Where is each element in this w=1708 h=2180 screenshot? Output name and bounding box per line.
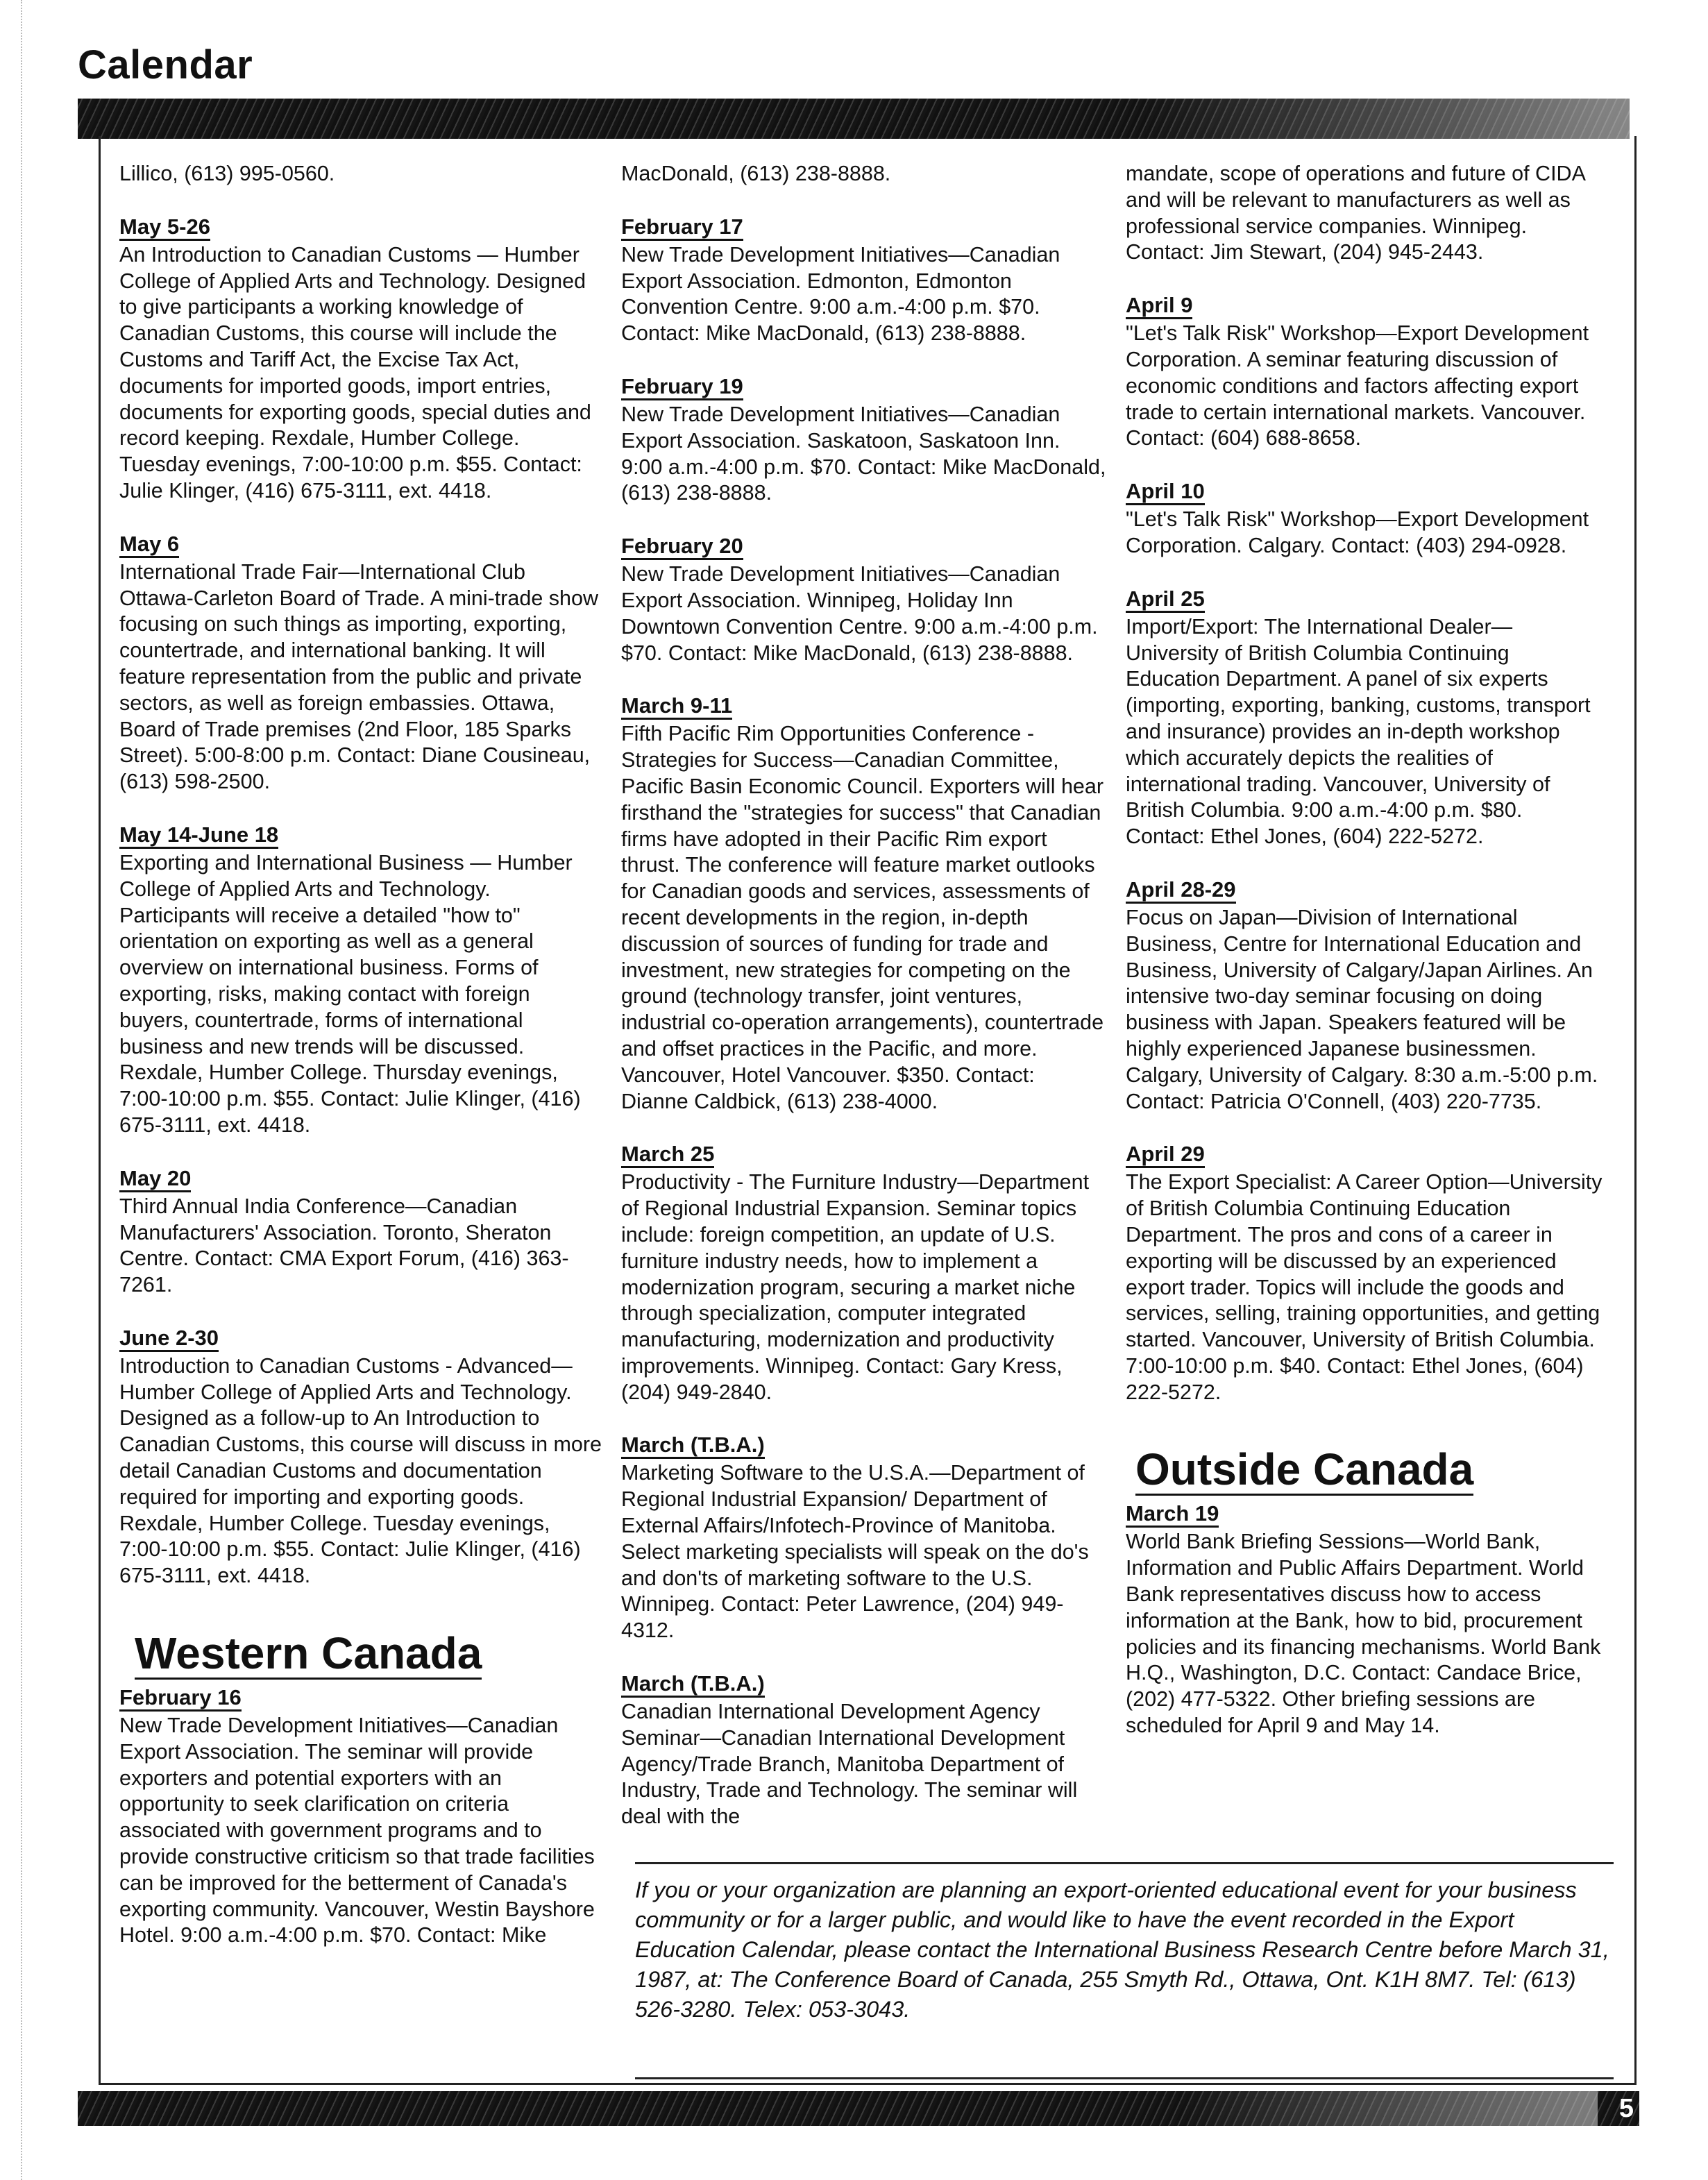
page-number: 5	[1618, 2094, 1634, 2123]
continued-text	[1126, 161, 1605, 266]
entry-date: May 5-26	[119, 215, 210, 241]
entry-date: February 16	[119, 1686, 242, 1712]
entry-date: May 6	[119, 532, 179, 558]
calendar-entry	[621, 214, 1107, 347]
entry-description: Exporting and International Business — Humber College of Applied Arts and Technology. Participants will receive a detailed "how to" orientation on exporting as well as a general overview on international business. Forms of exporting, risks, making contact with foreign buyers, countertrade, forms of international business and new trends will be discussed. Rexdale, Humber College. Thursday evenings, 7:00-10:00 p.m. $55. Contact: Julie Klinger, (416) 675-3111, ext. 4418.	[119, 850, 581, 1137]
calendar-entry	[1126, 877, 1605, 1115]
entry-date: April 28-29	[1126, 878, 1236, 904]
calendar-entry	[621, 1142, 1107, 1405]
entry-description: New Trade Development Initiatives—Canadian Export Association. Winnipeg, Holiday Inn Downtown Convention Centre. 9:00 a.m.-4:00 p.m. $70. Contact: Mike MacDonald, (613) 238-8888.	[621, 562, 1098, 665]
calendar-entry	[119, 822, 602, 1139]
entry-date: February 17	[621, 215, 743, 241]
calendar-entry	[621, 374, 1107, 507]
entry-description: MacDonald, (613) 238-8888.	[621, 162, 891, 185]
footer-banner	[78, 2091, 1639, 2126]
calendar-entry	[621, 693, 1107, 1115]
header-banner	[78, 99, 1630, 139]
continued-text	[119, 161, 602, 187]
entry-description: Canadian International Development Agency Seminar—Canadian International Development Agency/Trade Branch, Manitoba Department of Industry, Trade and Technology. The seminar will deal with the	[621, 1700, 1078, 1829]
calendar-entry	[119, 1685, 602, 1949]
calendar-entry	[621, 1433, 1107, 1644]
entry-description: Fifth Pacific Rim Opportunities Conference - Strategies for Success—Canadian Committee, Pacific Basin Economic Council. Exporters will hear firsthand the "strategies for success" that Canadian firms have adopted in their Pacific Rim export thrust. The conference will feature market outlooks for Canadian goods and services, assessments of recent developments in the region, in-depth discussion of sources of funding for trade and investment, new strategies for competing on the ground (technology transfer, joint ventures, industrial co-operation arrangements), countertrade and offset practices in the Pacific, and more. Vancouver, Hotel Vancouver. $350. Contact: Dianne Caldbick, (613) 238-4000.	[621, 722, 1104, 1113]
entry-date: April 25	[1126, 587, 1205, 613]
entry-date: March (T.B.A.)	[621, 1672, 765, 1698]
calendar-entry	[621, 1671, 1107, 1830]
calendar-entry	[119, 532, 602, 795]
calendar-entry	[1126, 1142, 1605, 1405]
calendar-entry	[1126, 293, 1605, 452]
entry-description: New Trade Development Initiatives—Canadian Export Association. The seminar will provide exporters and potential exporters with an opportunity to seek clarification on criteria associated with government programs and to provide constructive criticism so that trade facilities can be improved for the betterment of Canada's exporting community. Vancouver, Westin Bayshore Hotel. 9:00 a.m.-4:00 p.m. $70. Contact: Mike	[119, 1714, 595, 1947]
entry-description: Marketing Software to the U.S.A.—Department of Regional Industrial Expansion/ Department of External Affairs/Infotech-Province of Manitoba. Select marketing specialists will speak on the do's and don'ts of marketing software to the U.S. Winnipeg. Contact: Peter Lawrence, (204) 949-4312.	[621, 1461, 1089, 1643]
entry-date: March 25	[621, 1142, 714, 1168]
calendar-entry	[119, 1166, 602, 1299]
scan-margin	[21, 0, 22, 2180]
entry-date: February 20	[621, 534, 743, 560]
entry-description: Third Annual India Conference—Canadian Manufacturers' Association. Toronto, Sheraton Centre. Contact: CMA Export Forum, (416) 363-7261.	[119, 1194, 569, 1297]
entry-description: World Bank Briefing Sessions—World Bank, Information and Public Affairs Department. World Bank representatives discuss how to access information at the Bank, how to bid, procurement policies and its financing mechanisms. World Bank H.Q., Washington, D.C. Contact: Candace Brice, (202) 477-5322. Other briefing sessions are scheduled for April 9 and May 14.	[1126, 1530, 1601, 1738]
page-title: Calendar	[78, 42, 253, 87]
entry-description: New Trade Development Initiatives—Canadian Export Association. Saskatoon, Saskatoon Inn. 9:00 a.m.-4:00 p.m. $70. Contact: Mike MacDonald, (613) 238-8888.	[621, 402, 1106, 505]
entry-description: New Trade Development Initiatives—Canadian Export Association. Edmonton, Edmonton Convention Centre. 9:00 a.m.-4:00 p.m. $70. Contact: Mike MacDonald, (613) 238-8888.	[621, 242, 1060, 346]
submission-notice: If you or your organization are planning an export-oriented educational event for your business community or for a larger public, and would like to have the event recorded in the Export Education Calendar, please contact the International Business Research Centre before March 31, 1987, at: The Conference Board of Canada, 255 Smyth Rd., Ottawa, Ont. K1H 8M7. Tel: (613) 526-3280. Telex: 053-3043.	[635, 1877, 1609, 2022]
calendar-entry	[1126, 586, 1605, 850]
section-heading: Outside Canada	[1135, 1444, 1474, 1495]
entry-date: May 20	[119, 1167, 191, 1192]
entry-description: "Let's Talk Risk" Workshop—Export Development Corporation. Calgary. Contact: (403) 294-0928.	[1126, 507, 1589, 557]
entry-description: An Introduction to Canadian Customs — Humber College of Applied Arts and Technology. Designed to give participants a working knowledge of Canadian Customs, this course will include the Customs and Tariff Act, the Excise Tax Act, documents for imported goods, import entries, documents for exporting goods, special duties and record keeping. Rexdale, Humber College. Tuesday evenings, 7:00-10:00 p.m. $55. Contact: Julie Klinger, (416) 675-3111, ext. 4418.	[119, 242, 591, 502]
entry-description: International Trade Fair—International Club Ottawa-Carleton Board of Trade. A mini-trade show focusing on such things as importing, exporting, countertrade, and international banking. It will feature representation from the public and private sectors, as well as foreign embassies. Ottawa, Board of Trade premises (2nd Floor, 185 Sparks Street). 5:00-8:00 p.m. Contact: Diane Cousineau, (613) 598-2500.	[119, 559, 598, 794]
entry-description: Focus on Japan—Division of International Business, Centre for International Education and Business, University of Calgary/Japan Airlines. An intensive two-day seminar focusing on doing business with Japan. Speakers featured will be highly experienced Japanese businessmen. Calgary, University of Calgary. 8:30 a.m.-5:00 p.m. Contact: Patricia O'Connell, (403) 220-7735.	[1126, 905, 1598, 1113]
calendar-entry	[621, 534, 1107, 666]
calendar-column-3	[1126, 161, 1605, 1766]
entry-description: Import/Export: The International Dealer—University of British Columbia Continuing Education Department. A panel of six experts (importing, exporting, banking, customs, transport and insurance) provides an in-depth workshop which accurately depicts the realities of international trading. Vancouver, University of British Columbia. 9:00 a.m.-4:00 p.m. $80. Contact: Ethel Jones, (604) 222-5272.	[1126, 614, 1591, 849]
notice-rule-bottom	[635, 2077, 1614, 2079]
entry-date: March 19	[1126, 1502, 1219, 1528]
entry-date: May 14-June 18	[119, 823, 278, 849]
entry-date: March 9-11	[621, 694, 732, 720]
entry-description: "Let's Talk Risk" Workshop—Export Development Corporation. A seminar featuring discussion of economic conditions and factors affecting export trade to certain international markets. Vancouver. Contact: (604) 688-8658.	[1126, 321, 1589, 450]
entry-description: The Export Specialist: A Career Option—University of British Columbia Continuing Education Department. The pros and cons of a career in exporting will be discussed by an experienced export trader. Topics will include the goods and services, selling, training opportunities, and getting started. Vancouver, University of British Columbia. 7:00-10:00 p.m. $40. Contact: Ethel Jones, (604) 222-5272.	[1126, 1170, 1603, 1404]
entry-description: mandate, scope of operations and future of CIDA and will be relevant to manufacturers as well as professional service companies. Winnipeg. Contact: Jim Stewart, (204) 945-2443.	[1126, 162, 1585, 264]
calendar-entry	[1126, 1501, 1605, 1739]
calendar-entry	[119, 214, 602, 505]
entry-description: Introduction to Canadian Customs - Advanced—Humber College of Applied Arts and Technology. Designed as a follow-up to An Introduction to Canadian Customs, this course will discuss in more detail Canadian Customs and documentation required for importing and exporting goods. Rexdale, Humber College. Tuesday evenings, 7:00-10:00 p.m. $55. Contact: Julie Klinger, (416) 675-3111, ext. 4418.	[119, 1353, 602, 1588]
notice-rule-top	[635, 1862, 1614, 1864]
calendar-column-2	[621, 161, 1107, 1857]
continued-text	[621, 161, 1107, 187]
section-heading: Western Canada	[135, 1628, 482, 1679]
entry-date: April 10	[1126, 480, 1205, 505]
entry-date: March (T.B.A.)	[621, 1433, 765, 1459]
entry-date: June 2-30	[119, 1326, 219, 1352]
calendar-column-1	[119, 161, 602, 1976]
entry-date: February 19	[621, 375, 743, 400]
calendar-entry	[1126, 479, 1605, 559]
entry-description: Productivity - The Furniture Industry—Department of Regional Industrial Expansion. Seminar topics include: foreign competition, an update of U.S. furniture industry needs, how to implement a modernization program, securing a market niche through specialization, computer integrated manufacturing, modernization and productivity improvements. Winnipeg. Contact: Gary Kress, (204) 949-2840.	[621, 1170, 1090, 1404]
entry-description: Lillico, (613) 995-0560.	[119, 162, 335, 185]
entry-date: April 29	[1126, 1142, 1205, 1168]
calendar-entry	[119, 1326, 602, 1589]
entry-date: April 9	[1126, 294, 1192, 319]
